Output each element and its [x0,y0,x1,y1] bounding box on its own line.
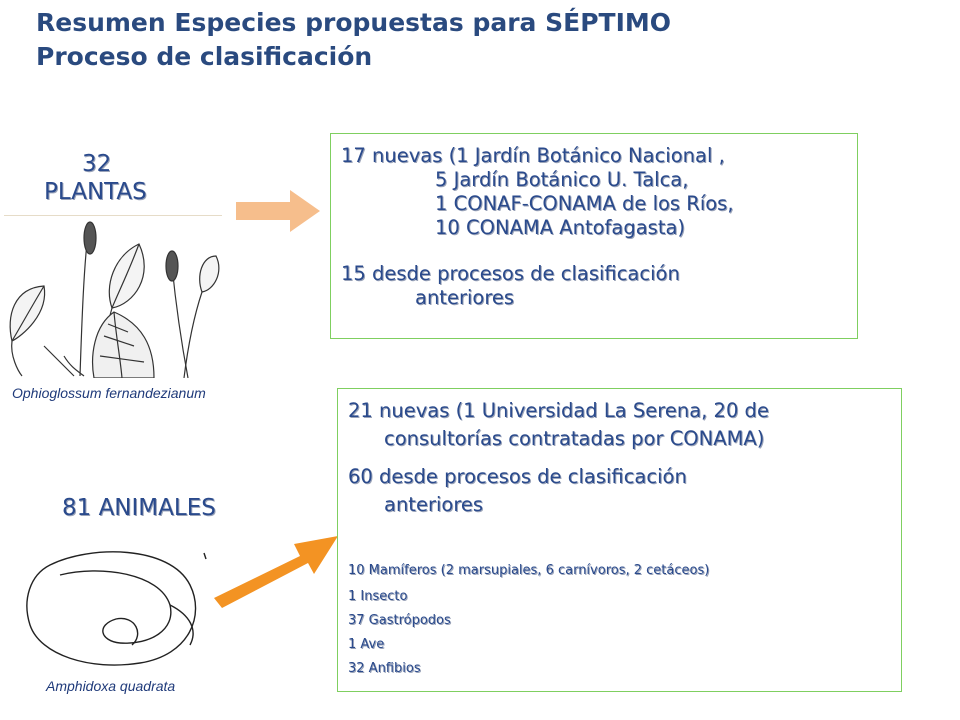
plant-illustration [4,216,222,378]
breakdown-mamiferos: 10 Mamíferos (2 marsupiales, 6 carnívoros, 2 cetáceos) [348,563,710,578]
plantas-count: 32 [82,151,112,177]
breakdown-ave: 1 Ave [348,637,385,652]
plant-box-line-6: anteriores [415,286,515,309]
title-line-2: Proceso de clasificación [36,42,373,71]
animal-box-line-1: 21 nuevas (1 Universidad La Serena, 20 de [348,399,769,422]
plant-box-line-5: 15 desde procesos de clasificación [341,262,680,285]
plant-caption: Ophioglossum fernandezianum [12,385,206,401]
plant-box-line-4: 10 CONAMA Antofagasta) [435,216,686,239]
breakdown-gastropodos: 37 Gastrópodos [348,613,451,628]
breakdown-anfibios: 32 Anfibios [348,661,421,676]
breakdown-insecto: 1 Insecto [348,589,408,604]
plant-box-line-2: 5 Jardín Botánico U. Talca, [435,168,689,191]
animal-caption: Amphidoxa quadrata [46,678,176,694]
animal-box-line-2: consultorías contratadas por CONAMA) [384,427,765,450]
animal-box-line-4: anteriores [384,493,484,516]
slide-title [36,6,671,74]
title-line-1: Resumen Especies propuestas para SÉPTIMO [36,8,672,37]
plant-box-line-1: 17 nuevas (1 Jardín Botánico Nacional , [341,144,725,167]
plantas-label: PLANTAS [44,179,147,205]
arrow-right-icon [236,190,322,232]
animales-label: 81 ANIMALES [62,495,216,521]
snail-illustration [20,545,210,675]
animal-box-line-3: 60 desde procesos de clasificación [348,465,687,488]
plant-summary-box [330,133,858,339]
plant-box-line-3: 1 CONAF-CONAMA de los Ríos, [435,192,734,215]
animal-summary-box [337,388,902,692]
arrow-up-right-icon [214,530,340,612]
